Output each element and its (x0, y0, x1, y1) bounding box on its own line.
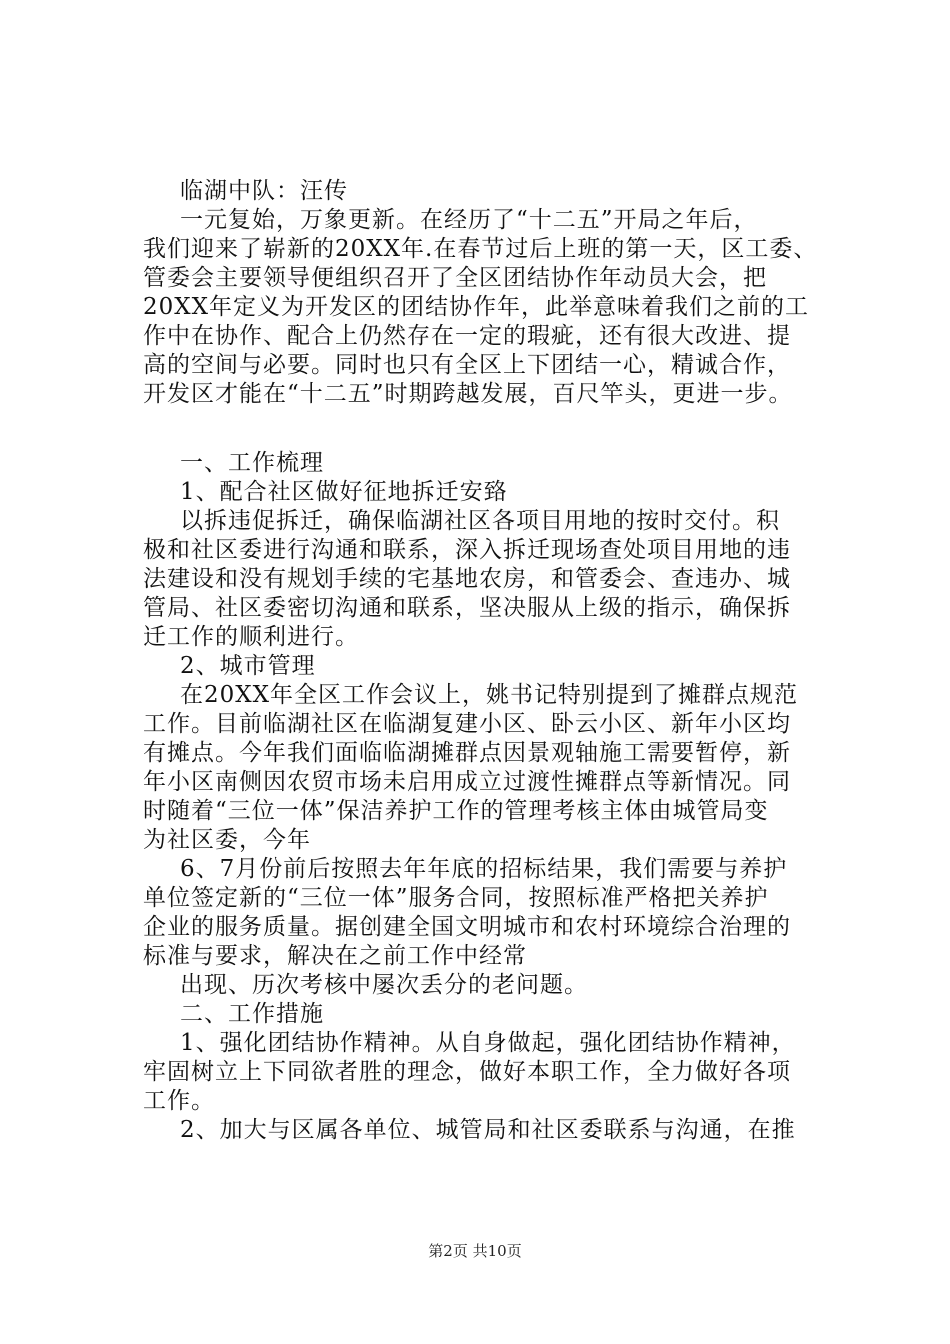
paragraph-line: 极和社区委进行沟通和联系，深入拆迁现场查处项目用地的违 (143, 537, 791, 563)
paragraph-line: 工作。目前临湖社区在临湖复建小区、卧云小区、新年小区均 (143, 711, 791, 737)
paragraph-line: 以拆违促拆迁，确保临湖社区各项目用地的按时交付。积 (180, 508, 780, 534)
paragraph-line: 标准与要求，解决在之前工作中经常 (143, 943, 527, 969)
paragraph-line: 开发区才能在“十二五”时期跨越发展，百尺竿头，更进一步。 (143, 381, 793, 407)
paragraph-line: 企业的服务质量。据创建全国文明城市和农村环境综合治理的 (143, 914, 791, 940)
paragraph-line: 年小区南侧因农贸市场未启用成立过渡性摊群点等新情况。同 (143, 769, 791, 795)
paragraph-line: 出现、历次考核中屡次丢分的老问题。 (180, 972, 588, 998)
paragraph-line: 为社区委，今年 (143, 827, 311, 853)
paragraph-line: 有摊点。今年我们面临临湖摊群点因景观轴施工需要暂停，新 (143, 740, 791, 766)
paragraph-line: 一元复始，万象更新。在经历了“十二五”开局之年后， (180, 207, 758, 233)
paragraph-line: 1、强化团结协作精神。从自身做起，强化团结协作精神， (180, 1030, 796, 1056)
paragraph-line: 迁工作的顺利进行。 (143, 624, 359, 650)
paragraph-line: 管委会主要领导便组织召开了全区团结协作年动员大会，把 (143, 265, 767, 291)
paragraph-line: 2、加大与区属各单位、城管局和社区委联系与沟通，在推 (180, 1117, 796, 1143)
paragraph-line: 单位签定新的“三位一体”服务合同，按照标准严格把关养护 (143, 885, 769, 911)
paragraph-line: 工作。 (143, 1088, 215, 1114)
paragraph-line: 管局、社区委密切沟通和联系，坚决服从上级的指示，确保拆 (143, 595, 791, 621)
paragraph-line: 法建设和没有规划手续的宅基地农房，和管委会、查违办、城 (143, 566, 791, 592)
paragraph-line: 时随着“三位一体”保洁养护工作的管理考核主体由城管局变 (143, 798, 769, 824)
paragraph-line: 作中在协作、配合上仍然存在一定的瑕疵，还有很大改进、提 (143, 323, 791, 349)
author-line: 临湖中队：汪传 (180, 178, 348, 204)
paragraph-line: 在20XX年全区工作会议上，姚书记特别提到了摊群点规范 (180, 682, 799, 708)
section-heading: 二、工作措施 (180, 1001, 324, 1027)
subsection-heading: 2、城市管理 (180, 653, 316, 679)
paragraph-line: 我们迎来了崭新的20XX年.在春节过后上班的第一天，区工委、 (143, 236, 818, 262)
paragraph-line: 6、7月份前后按照去年年底的招标结果，我们需要与养护 (180, 856, 788, 882)
section-heading: 一、工作梳理 (180, 450, 324, 476)
paragraph-line: 高的空间与必要。同时也只有全区上下团结一心，精诚合作， (143, 352, 791, 378)
paragraph-line: 牢固树立上下同欲者胜的理念，做好本职工作，全力做好各项 (143, 1059, 791, 1085)
subsection-heading: 1、配合社区做好征地拆迁安臵 (180, 479, 508, 505)
page-number-footer: 第2页 共10页 (428, 1242, 522, 1260)
paragraph-line: 20XX年定义为开发区的团结协作年，此举意味着我们之前的工 (143, 294, 810, 320)
